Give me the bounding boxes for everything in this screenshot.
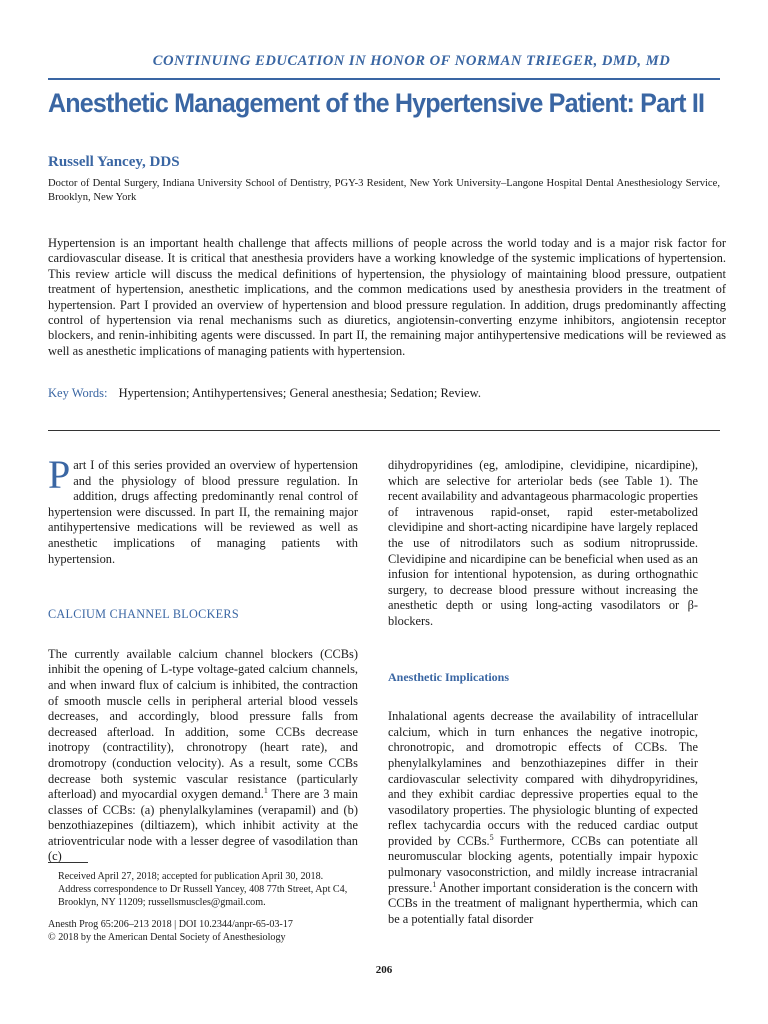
citation <box>48 918 360 944</box>
ai-text-3: Another important consideration is the concern with CCBs in the treatment of malignant hyperthermia, which can be a potentially fatal disorder <box>388 880 698 926</box>
reference-5: 5 <box>489 832 494 842</box>
footnote-rule <box>48 862 88 863</box>
column-right <box>388 458 698 927</box>
correspondence: Address correspondence to Dr Russell Yancey, 408 77th Street, Apt C4, Brooklyn, NY 11209; russellsmuscles@gmail.com. <box>58 884 348 909</box>
intro-text: art I of this series provided an overview of hypertension and the physiology of blood pressure regulation. In addition, drugs affecting predominantly renal control of hypertension were discussed. In part II, the remaining major antihypertensive medications will be reviewed as well as anesthetic implications of managing patients with hypertension. <box>48 458 358 566</box>
series-header: CONTINUING EDUCATION IN HONOR OF NORMAN TRIEGER, DMD, MD <box>152 53 671 69</box>
article-title: Anesthetic Management of the Hypertensive Patient: Part II <box>48 88 705 118</box>
abstract: Hypertension is an important health challenge that affects millions of people across the world today and is a major risk factor for cardiovascular disease. It is critical that anesthesia providers have a working knowledge of the systemic implications of hypertension. This review article will discuss the medical definitions of hypertension, the physiology of maintaining blood pressure, outpatient treatment of hypertension, anesthetic implications, and the common medications used by anesthesia providers in the treatment of hypertension. Part I provided an overview of hypertension and blood pressure regulation. In addition, drugs predominantly affecting control of hypertension via renal mechanisms such as diuretics, angiotensin-converting enzyme inhibitors, angiotensin receptor blockers, and renin-inhibiting agents were discussed. In part II, the remaining major antihypertensive medications will be reviewed as well as anesthetic implications of managing patients with hypertension. <box>48 236 726 358</box>
keywords-label: Key Words: <box>48 386 108 400</box>
ccb-text-1: The currently available calcium channel blockers (CCBs) inhibit the opening of L-type voltage-gated calcium channels, and when inward flux of calcium is inhibited, the contraction of smooth muscle cells in peripheral arterial blood vessels decreases, and accordingly, blood pressure falls from decreased afterload. In addition, some CCBs decrease inotropy (contractility), chronotropy (heart rate), and dromotropy (conduction velocity). As a result, some CCBs decrease both systemic vascular resistance (particularly afterload) and myocardial oxygen demand. <box>48 646 358 802</box>
drop-cap: P <box>48 452 71 497</box>
ccb-continued-paragraph: dihydropyridines (eg, amlodipine, clevidipine, nicardipine), which are selective for arteriolar beds (see Table 1). The recent availability and advantageous pharmacologic properties of intravenous rapid-onset, rapid ester-metabolized clevidipine and short-acting nicardipine have largely replaced the use of nitrodilators such as sodium nitroprusside. Clevidipine and nicardipine can be beneficial when used as an infusion for intentional hypotension, as during orthognathic surgery, to decrease blood pressure without increasing the anesthetic depth or using long-acting vasodilators or β-blockers. <box>388 458 698 628</box>
author-name: Russell Yancey, DDS <box>48 154 180 170</box>
section-divider <box>48 430 720 431</box>
reference-1: 1 <box>263 785 268 795</box>
received-dates: Received April 27, 2018; accepted for publication April 30, 2018. <box>58 871 324 882</box>
reference-1b: 1 <box>432 879 437 889</box>
copyright: © 2018 by the American Dental Society of Anesthesiology <box>48 932 286 944</box>
section-heading-anesthetic-implications: Anesthetic Implications <box>388 669 509 684</box>
anesthetic-implications-paragraph <box>388 709 698 927</box>
ccb-paragraph <box>48 647 358 865</box>
ccb-text-2: There are 3 main classes of CCBs: (a) phenylalkylamines (verapamil) and (b) benzothiazepines (diltiazem), which inhibit activity at the atrioventricular node with a lesser degree of vasodilation than (c) <box>48 787 358 864</box>
author-affiliation: Doctor of Dental Surgery, Indiana University School of Dentistry, PGY-3 Resident, New York University–Langone Hospital Dental Anesthesiology Service, Brooklyn, New York <box>48 178 720 203</box>
section-heading-ccb: CALCIUM CHANNEL BLOCKERS <box>48 607 239 622</box>
journal-citation: Anesth Prog 65:206–213 2018 | DOI 10.2344/anpr-65-03-17 <box>48 919 293 930</box>
page-number: 206 <box>375 964 393 976</box>
column-left <box>48 452 358 865</box>
header-rule <box>48 78 720 80</box>
ai-text-2: Furthermore, CCBs can potentiate all neuromuscular blocking agents, potentially impair hypoxic pulmonary vasoconstriction, and mildly increase intracranial pressure. <box>388 833 698 895</box>
keywords <box>48 386 728 401</box>
keywords-text: Hypertension; Antihypertensives; General anesthesia; Sedation; Review. <box>118 386 481 400</box>
ai-text-1: Inhalational agents decrease the availability of intracellular calcium, which in turn enhances the negative inotropic, chronotropic, and dromotropic effects of CCBs. The phenylalkylamines and benzothiazepines differ in their cardiovascular selectivity compared with dihydropyridines, and they exhibit cardiac depressive properties equal to the vasodilatory properties. The physiologic blunting of expected reflex tachycardia occurs with the reduced cardiac output provided by CCBs. <box>388 709 698 848</box>
intro-paragraph <box>48 452 358 567</box>
footnote <box>48 870 360 910</box>
